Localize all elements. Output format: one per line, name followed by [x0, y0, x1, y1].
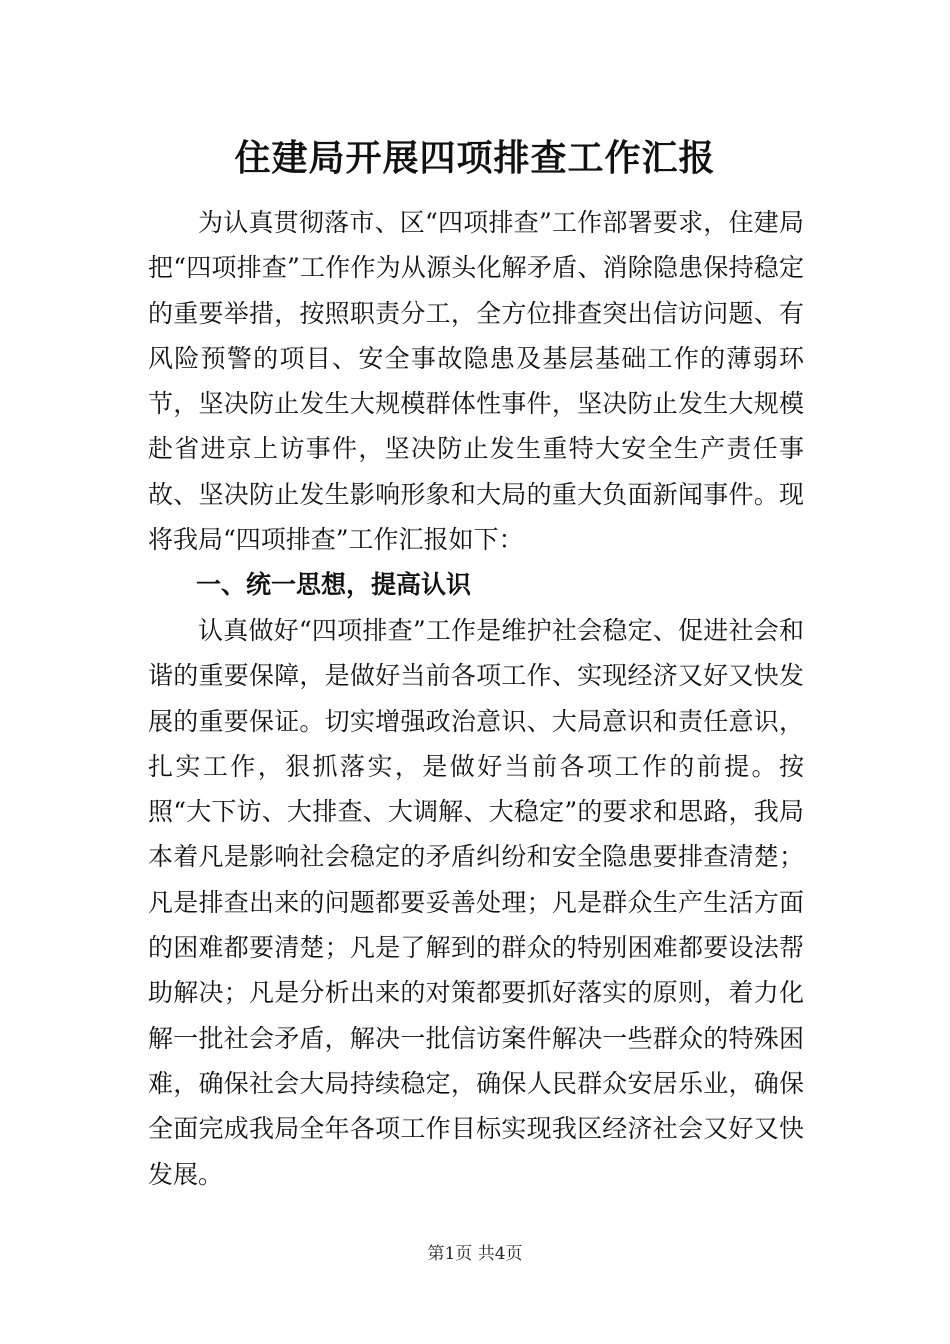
- section-heading: 一、统一思想，提高认识: [196, 570, 472, 599]
- page-number-footer: 第1页 共4页: [427, 1244, 523, 1264]
- document-title: 住建局开展四项排查工作汇报: [234, 137, 716, 179]
- intro-paragraph: 为认真贯彻落市、区“四项排查”工作部署要求，住建局把“四项排查”工作作为从源头化解矛盾、消除隐患保持稳定的重要举措，按照职责分工，全方位排查突出信访问题、有风险预警的项目、安全事故隐患及基层基础工作的薄弱环节，坚决防止发生大规模群体性事件，坚决防止发生大规模赴省进京上访事件，坚决防止发生重特大安全生产责任事故、坚决防止发生影响形象和大局的重大负面新闻事件。现将我局“四项排查”工作汇报如下：: [148, 208, 804, 555]
- section-paragraph: 认真做好“四项排查”工作是维护社会稳定、促进社会和谐的重要保障，是做好当前各项工作、实现经济又好又快发展的重要保证。切实增强政治意识、大局意识和责任意识，扎实工作，狠抓落实，是做好当前各项工作的前提。按照“大下访、大排查、大调解、大稳定”的要求和思路，我局本着凡是影响社会稳定的矛盾纠纷和安全隐患要排查清楚；凡是排查出来的问题都要妥善处理；凡是群众生产生活方面的困难都要清楚；凡是了解到的群众的特别困难都要设法帮助解决；凡是分析出来的对策都要抓好落实的原则，着力化解一批社会矛盾，解决一批信访案件解决一些群众的特殊困难，确保社会大局持续稳定，确保人民群众安居乐业，确保全面完成我局全年各项工作目标实现我区经济社会又好又快发展。: [148, 616, 804, 1189]
- intro-paragraph-block: [148, 200, 804, 562]
- section-paragraph-block: [148, 608, 804, 1197]
